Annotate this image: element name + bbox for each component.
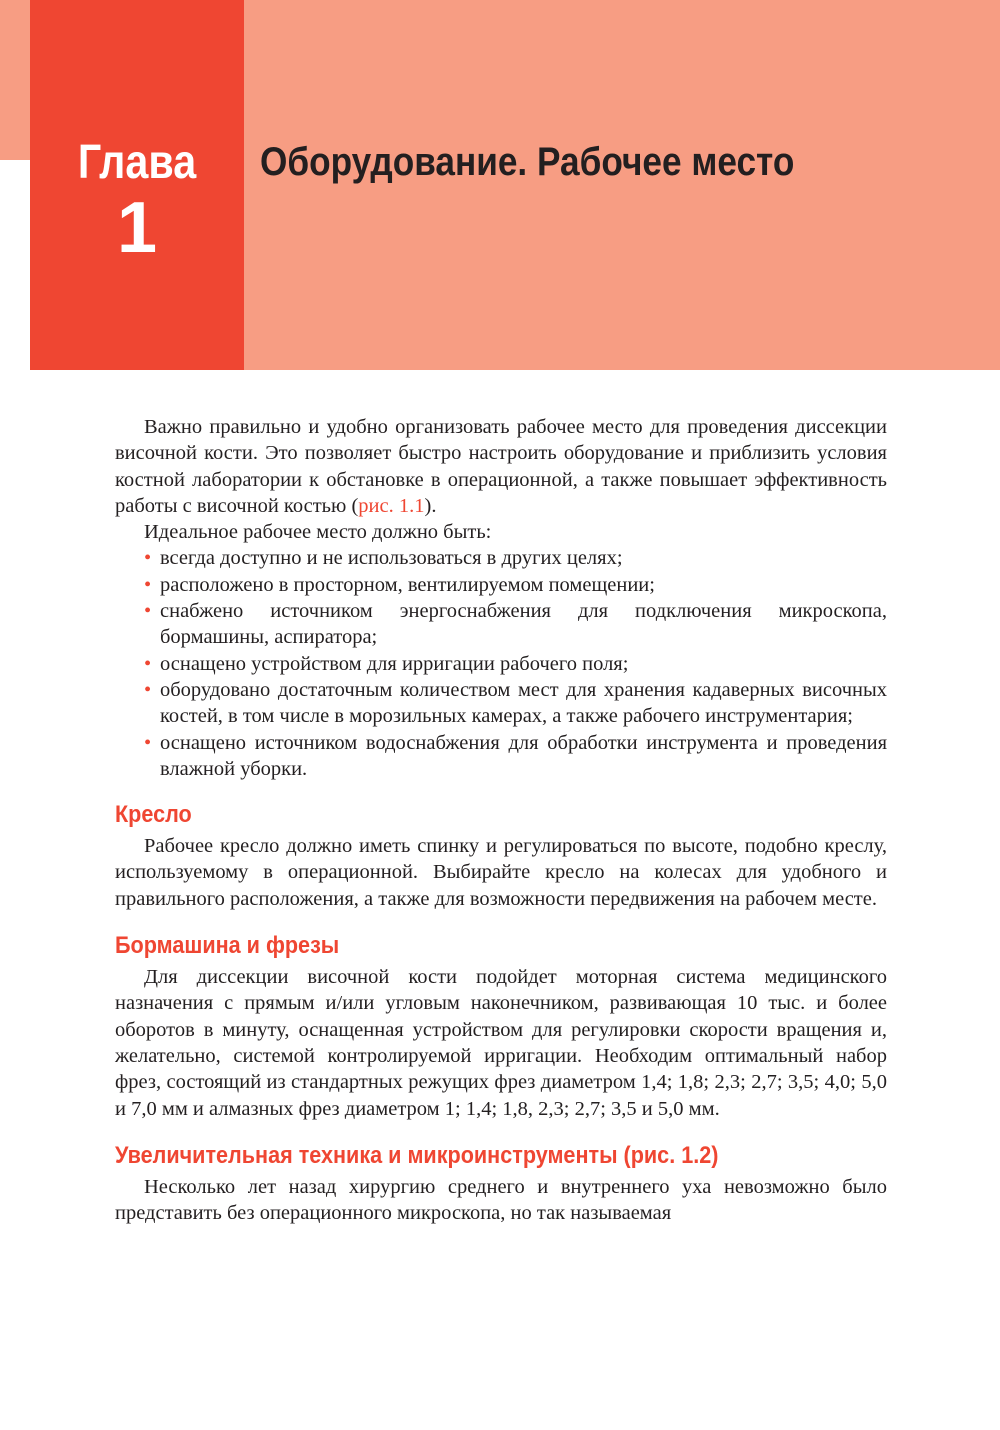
section-text-chair: Рабочее кресло должно иметь спинку и регулироваться по высоте, подобно креслу, используемому в операционной. Выбирайте кресло на колесах для удобного и правильного расположения, а также для возможности передвижения на рабочем месте. <box>115 835 887 910</box>
list-item: • оснащено источником водоснабжения для обработки инструмента и проведения влажной уборки. <box>144 731 887 780</box>
bullet-icon: • <box>144 652 152 675</box>
page-body <box>115 414 887 1226</box>
list-item: • оборудовано достаточным количеством мест для хранения кадаверных височных костей, в том числе в морозильных камерах, а также рабочего инструментария; <box>144 678 887 728</box>
bullet-icon: • <box>144 547 152 570</box>
bullet-icon: • <box>144 600 152 623</box>
intro-text-end: ). <box>424 494 437 517</box>
list-item: • снабжено источником энергоснабжения для подключения микроскопа, бормашины, аспиратора; <box>144 600 887 649</box>
figure-reference-link[interactable]: рис. 1.1 <box>358 494 425 517</box>
requirements-list <box>115 545 887 782</box>
chapter-label: Глава <box>77 136 197 189</box>
list-item: • всегда доступно и не использоваться в других целях; <box>115 545 887 571</box>
list-item: • оснащено устройством для ирригации рабочего поля; <box>115 651 887 677</box>
section-text-magnification: Несколько лет назад хирургию среднего и внутреннего уха невозможно было представить без операционного микроскопа, но так называемая <box>115 1175 887 1225</box>
bullet-icon: • <box>144 678 152 701</box>
list-intro: Идеальное рабочее место должно быть: <box>144 521 492 544</box>
section-heading-chair: Кресло <box>115 801 192 829</box>
chapter-title: Оборудование. Рабочее место <box>260 140 795 184</box>
bullet-icon: • <box>144 731 152 754</box>
intro-paragraph <box>115 414 887 519</box>
bullet-icon: • <box>144 573 152 596</box>
header-band-left <box>0 0 30 160</box>
chapter-number: 1 <box>116 188 158 268</box>
list-item: • расположено в просторном, вентилируемом помещении; <box>115 572 887 598</box>
section-heading-magnification: Увеличительная техника и микроинструменты (рис. 1.2) <box>115 1141 719 1169</box>
section-text-drill: Для диссекции височной кости подойдет моторная система медицинского назначения с прямым и/или угловым наконечником, развивающая 10 тыс. и более оборотов в минуту, оснащенная устройством для регулировки скорости вращения и, желательно, системой контролируемой ирригации. Необходим оптимальный набор фрез, состоящий из стандартных режущих фрез диаметром 1,4; 1,8; 2,3; 2,7; 3,5; 4,0; 5,0 и 7,0 мм и алмазных фрез диаметром 1; 1,4; 1,8, 2,3; 2,7; 3,5 и 5,0 мм. <box>115 966 887 1120</box>
section-heading-drill: Бормашина и фрезы <box>115 932 340 960</box>
intro-text: Важно правильно и удобно организовать рабочее место для проведения диссекции височной кости. Это позволяет быстро настроить оборудование и приблизить условия костной лаборатории к обстановке в операционной, а также повышает эффективность работы с височной костью ( <box>115 416 887 517</box>
